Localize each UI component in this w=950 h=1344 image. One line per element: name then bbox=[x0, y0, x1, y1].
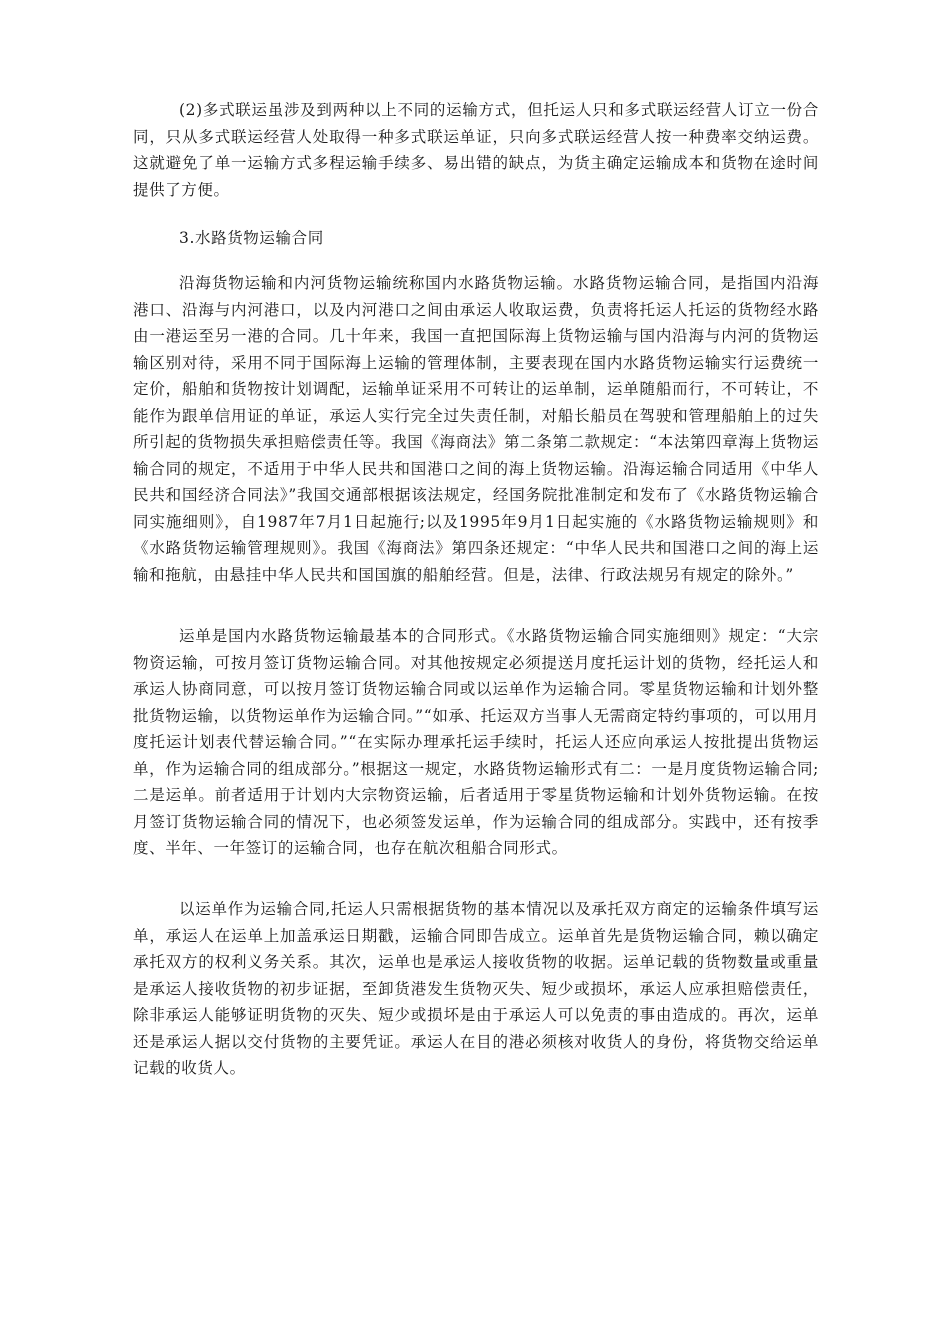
paragraph-multimodal-contract: (2)多式联运虽涉及到两种以上不同的运输方式，但托运人只和多式联运经营人订立一份合同，只从多式联运经营人处取得一种多式联运单证，只向多式联运经营人按一种费率交纳运费。这就避免了单一运输方式多程运输手续多、易出错的缺点，为货主确定运输成本和货物在途时间提供了方便。 bbox=[133, 101, 819, 199]
section-heading-waterway-contract: 3.水路货物运输合同 bbox=[179, 229, 324, 247]
paragraph-waterway-definition: 沿海货物运输和内河货物运输统称国内水路货物运输。水路货物运输合同，是指国内沿海港口、沿海与内河港口，以及内河港口之间由承运人收取运费，负责将托运人托运的货物经水路由一港运至另一港的合同。几十年来，我国一直把国际海上货物运输与国内沿海与内河的货物运输区别对待，采用不同于国际海上运输的管理体制，主要表现在国内水路货物运输实行运费统一定价，船舶和货物按计划调配，运输单证采用不可转让的运单制，运单随船而行，不可转让，不能作为跟单信用证的单证，承运人实行完全过失责任制，对船长船员在驾驶和管理船舶上的过失所引起的货物损失承担赔偿责任等。我国《海商法》第二条第二款规定：“本法第四章海上货物运输合同的规定，不适用于中华人民共和国港口之间的海上货物运输。沿海运输合同适用《中华人民共和国经济合同法》”我国交通部根据该法规定，经国务院批准制定和发布了《水路货物运输合同实施细则》，自1987年7月1日起施行;以及1995年9月1日起实施的《水路货物运输规则》和《水路货物运输管理规则》。我国《海商法》第四条还规定：“中华人民共和国港口之间的海上运输和拖航，由悬挂中华人民共和国国旗的船舶经营。但是，法律、行政法规另有规定的除外。” bbox=[133, 274, 819, 584]
paragraph-waybill-functions: 以运单作为运输合同,托运人只需根据货物的基本情况以及承托双方商定的运输条件填写运单，承运人在运单上加盖承运日期戳，运输合同即告成立。运单首先是货物运输合同，赖以确定承托双方的权利义务关系。其次，运单也是承运人接收货物的收据。运单记载的货物数量或重量是承运人接收货物的初步证据，至卸货港发生货物灭失、短少或损坏，承运人应承担赔偿责任，除非承运人能够证明货物的灭失、短少或损坏是由于承运人可以免责的事由造成的。再次，运单还是承运人据以交付货物的主要凭证。承运人在目的港必须核对收货人的身份，将货物交给运单记载的收货人。 bbox=[133, 900, 819, 1077]
paragraph-waybill-contract-form: 运单是国内水路货物运输最基本的合同形式。《水路货物运输合同实施细则》规定：“大宗物资运输，可按月签订货物运输合同。对其他按规定必须提送月度托运计划的货物，经托运人和承运人协商同意，可以按月签订货物运输合同或以运单作为运输合同。零星货物运输和计划外整批货物运输，以货物运单作为运输合同。”“如承、托运双方当事人无需商定特约事项的，可以用月度托运计划表代替运输合同。”“在实际办理承托运手续时，托运人还应向承运人按批提出货物运单，作为运输合同的组成部分。”根据这一规定，水路货物运输形式有二：一是月度货物运输合同;二是运单。前者适用于计划内大宗物资运输，后者适用于零星货物运输和计划外货物运输。在按月签订货物运输合同的情况下，也必须签发运单，作为运输合同的组成部分。实践中，还有按季度、半年、一年签订的运输合同，也存在航次租船合同形式。 bbox=[133, 627, 819, 857]
